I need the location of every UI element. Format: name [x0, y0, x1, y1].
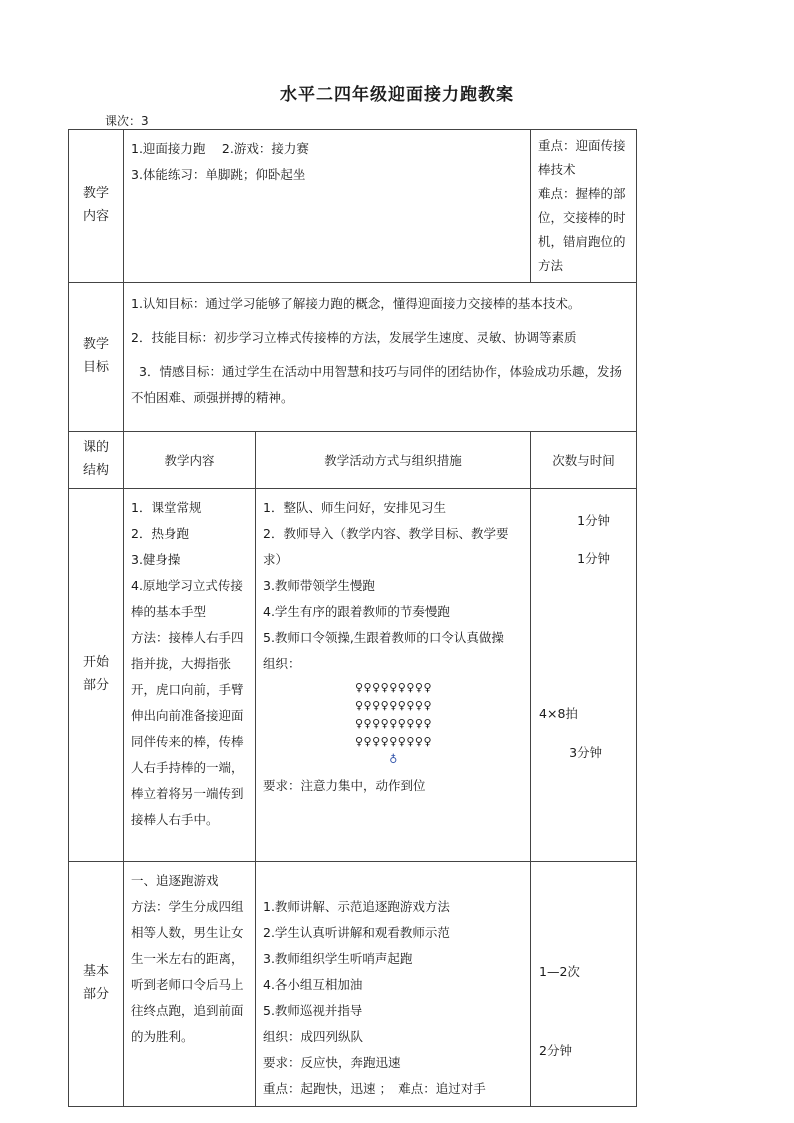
lesson-number: 课次：3	[105, 114, 149, 128]
start-method-item: 2．教师导入（教学内容、教学目标、教学要求）	[263, 526, 509, 567]
start-method-item: 1．整队、师生问好，安排见习生	[263, 500, 446, 515]
basic-method-item: 5.教师巡视并指导	[263, 1003, 363, 1018]
start-content-item: 1．课堂常规	[131, 500, 202, 515]
goal-skill: 2．技能目标：初步学习立棒式传接棒的方法，发展学生速度、灵敏、协调等素质	[131, 330, 577, 345]
start-method-item: 5.教师口令领操,生跟着教师的口令认真做操	[263, 630, 504, 645]
formation-row: ♀♀♀♀♀♀♀♀♀	[355, 699, 433, 712]
time-value: 2分钟	[539, 1042, 572, 1058]
basic-methods	[256, 862, 531, 1107]
start-requirement: 要求：注意力集中，动作到位	[263, 778, 426, 793]
start-content	[124, 489, 256, 862]
goal-emotion: 3．情感目标：通过学生在活动中用智慧和技巧与同伴的团结协作，体验成功乐趣，发扬不怕困难、顽强拼搏的精神。	[131, 364, 622, 405]
formation-row: ♀♀♀♀♀♀♀♀♀	[355, 717, 433, 730]
start-method-item: 3.教师带领学生慢跑	[263, 578, 375, 593]
basic-method-item: 1.教师讲解、示范追逐跑游戏方法	[263, 899, 450, 914]
time-value: 1分钟	[577, 551, 611, 566]
start-method-item: 4.学生有序的跟着教师的节奏慢跑	[263, 604, 450, 619]
key-point: 重点：迎面传接棒技术	[538, 138, 626, 177]
content-label: 教学内容	[69, 130, 124, 283]
content-line: 3.体能练习：单脚跳；仰卧起坐	[131, 167, 306, 182]
goals-list	[124, 283, 637, 432]
start-methods	[256, 489, 531, 862]
formation-row: ♀♀♀♀♀♀♀♀♀	[355, 735, 433, 748]
col-methods-header: 教学活动方式与组织措施	[256, 432, 531, 489]
content-row	[69, 130, 637, 283]
start-content-item: 2．热身跑	[131, 526, 189, 541]
start-content-item: 3.健身操	[131, 552, 181, 567]
basic-content-item: 一、追逐跑游戏	[131, 873, 219, 888]
basic-content-method: 方法：学生分成四组相等人数，男生让女生一米左右的距离，听到老师口令后马上往终点跑，追到前面的为胜利。	[131, 899, 244, 1044]
structure-header-row	[69, 432, 637, 489]
basic-method-item: 4.各小组互相加油	[263, 977, 363, 992]
start-content-item: 4.原地学习立式传接棒的基本手型	[131, 578, 243, 619]
start-content-method: 方法：接棒人右手四指并拢，大拇指张开，虎口向前，手臂伸出向前准备接迎面同伴传来的棒，传棒人右手持棒的一端，棒立着将另一端传到接棒人右手中。	[131, 630, 244, 827]
col-time-header: 次数与时间	[531, 432, 637, 489]
basic-section-row	[69, 862, 637, 1107]
teacher-marker: ♁	[389, 753, 398, 766]
start-section-label: 开始部分	[69, 489, 124, 862]
key-points	[531, 130, 637, 283]
goal-cognitive: 1.认知目标：通过学习能够了解接力跑的概念，懂得迎面接力交接棒的基本技术。	[131, 296, 581, 311]
page-title: 水平二四年级迎面接力跑教案	[280, 85, 514, 105]
formation-row: ♀♀♀♀♀♀♀♀♀	[355, 681, 433, 694]
structure-label: 课的结构	[69, 432, 124, 489]
difficulty: 难点：握棒的部位，交接棒的时机，错肩跑位的方法	[538, 186, 626, 273]
goals-label: 教学目标	[69, 283, 124, 432]
basic-method-item: 2.学生认真听讲解和观看教师示范	[263, 925, 450, 940]
goals-row	[69, 283, 637, 432]
content-items	[124, 130, 531, 283]
basic-method-item: 3.教师组织学生听哨声起跑	[263, 951, 413, 966]
time-value: 1—2次	[539, 963, 580, 979]
formation-diagram	[263, 679, 524, 769]
content-line: 1.迎面接力跑 2.游戏：接力赛	[131, 141, 309, 156]
basic-key-points: 重点：起跑快，迅速 ； 难点：追过对手	[263, 1081, 486, 1096]
time-value: 1分钟	[577, 512, 611, 528]
basic-times	[531, 862, 637, 1107]
basic-requirement: 要求：反应快，奔跑迅速	[263, 1055, 401, 1070]
basic-section-label: 基本部分	[69, 862, 124, 1107]
time-value: 3分钟	[569, 744, 603, 760]
start-organization-label: 组织：	[263, 656, 301, 671]
start-section-row	[69, 489, 637, 862]
basic-organization: 组织：成四列纵队	[263, 1029, 364, 1044]
basic-content	[124, 862, 256, 1107]
lesson-plan-table	[68, 129, 637, 1107]
time-value: 4×8拍	[539, 706, 578, 721]
start-times	[531, 489, 637, 862]
col-content-header: 教学内容	[124, 432, 256, 489]
